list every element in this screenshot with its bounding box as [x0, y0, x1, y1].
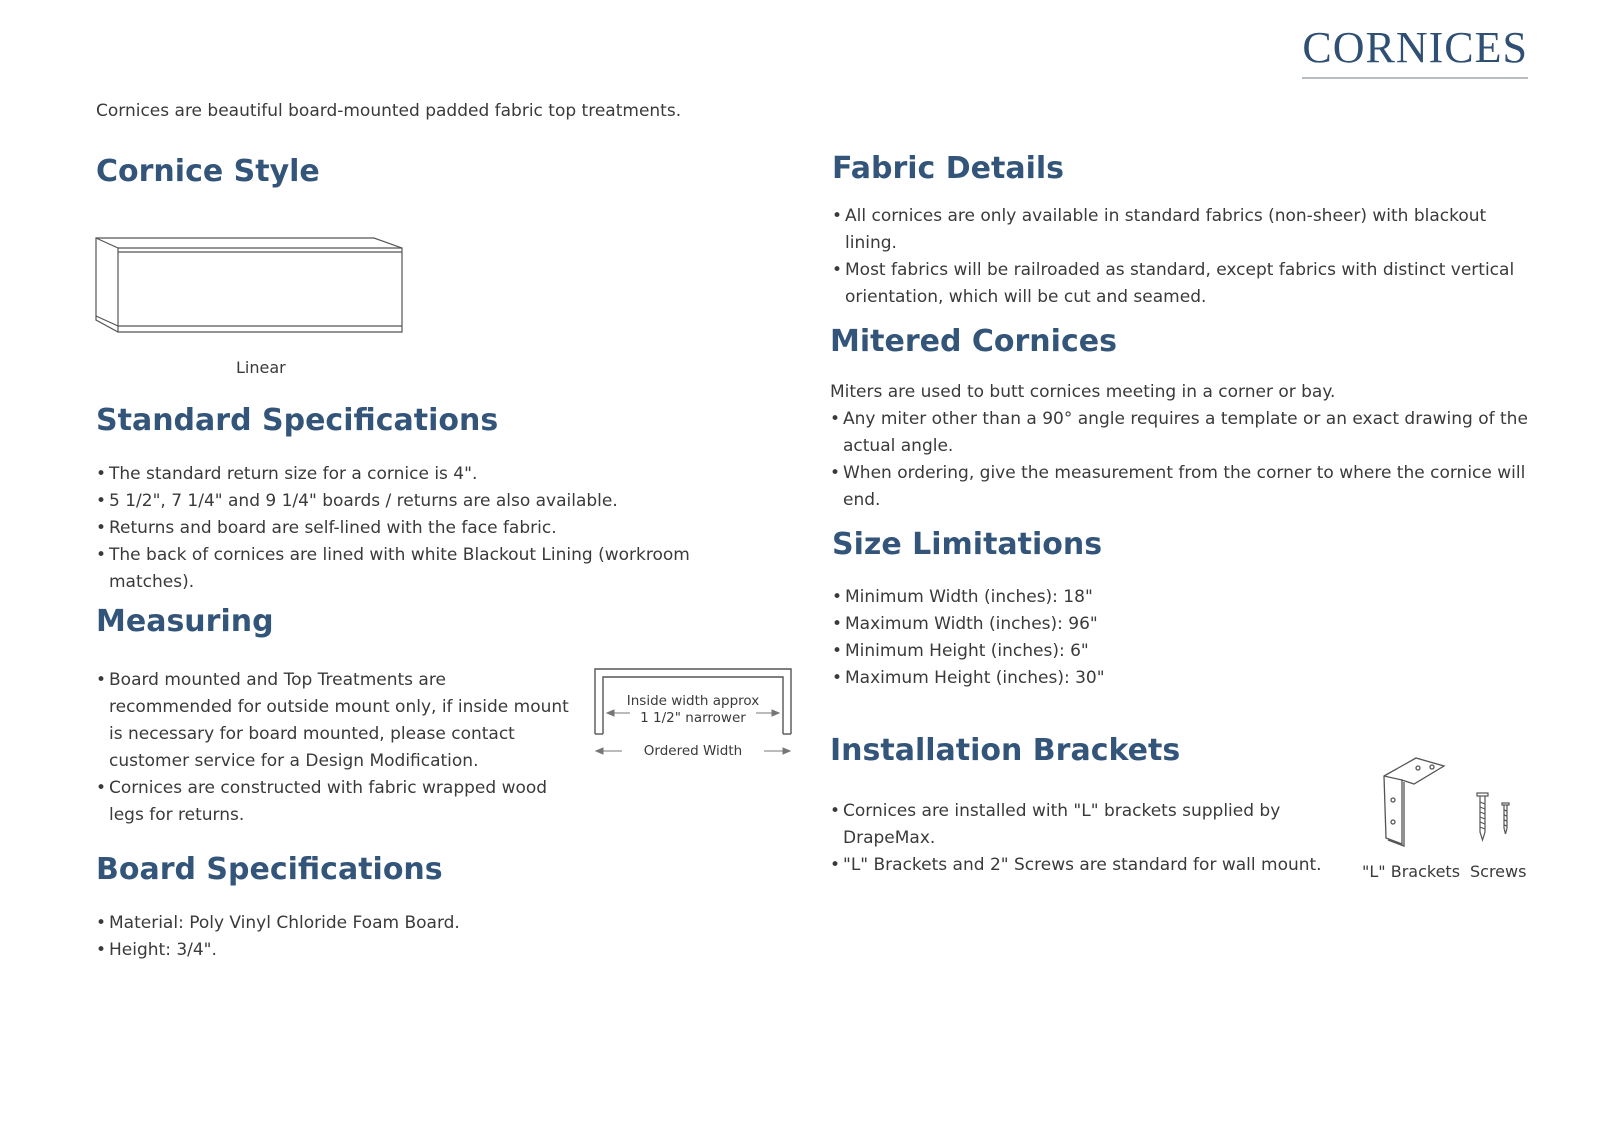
- heading-fabric-details: Fabric Details: [832, 151, 1065, 186]
- list-item: • 5 1/2", 7 1/4" and 9 1/4" boards / returns are also available.: [96, 488, 776, 515]
- fabric-details-list: [832, 203, 1522, 311]
- list-item: • When ordering, give the measurement from the corner to where the cornice will end.: [830, 460, 1550, 514]
- l-bracket-icon: [1382, 756, 1448, 848]
- list-item: • Maximum Width (inches): 96": [832, 611, 1332, 638]
- list-item: • Height: 3/4".: [96, 937, 696, 964]
- list-item: • Returns and board are self-lined with the face fabric.: [96, 515, 776, 542]
- width-diagram: [594, 668, 792, 764]
- list-item: • Maximum Height (inches): 30": [832, 665, 1332, 692]
- screws-icon: [1476, 792, 1512, 842]
- inside-width-label: Inside width approx: [626, 693, 760, 709]
- heading-cornice-style: Cornice Style: [96, 154, 320, 189]
- list-item: • Cornices are installed with "L" brackets supplied by DrapeMax.: [830, 798, 1360, 852]
- screws-caption: Screws: [1470, 862, 1527, 881]
- inside-width-narrower-label: 1 1/2" narrower: [640, 710, 746, 726]
- intro-text: Cornices are beautiful board-mounted padded fabric top treatments.: [96, 101, 682, 121]
- heading-measuring: Measuring: [96, 604, 274, 639]
- list-item: • All cornices are only available in standard fabrics (non-sheer) with blackout lining.: [832, 203, 1522, 257]
- list-item: • The back of cornices are lined with white Blackout Lining (workroom matches).: [96, 542, 776, 596]
- l-brackets-caption: "L" Brackets: [1362, 862, 1461, 881]
- standard-specs-list: [96, 461, 776, 596]
- mitered-list: [830, 406, 1550, 514]
- list-item: • Most fabrics will be railroaded as standard, except fabrics with distinct vertical orientation, which will be cut and seamed.: [832, 257, 1522, 311]
- ordered-width-label: Ordered Width: [643, 743, 743, 759]
- heading-standard-specifications: Standard Specifications: [96, 403, 499, 438]
- heading-board-specifications: Board Specifications: [96, 852, 443, 887]
- board-specs-list: [96, 910, 696, 964]
- list-item: • Minimum Width (inches): 18": [832, 584, 1332, 611]
- mitered-intro: Miters are used to butt cornices meeting in a corner or bay.: [830, 382, 1336, 402]
- list-item: • Any miter other than a 90° angle requires a template or an exact drawing of the actual angle.: [830, 406, 1550, 460]
- list-item: • Material: Poly Vinyl Chloride Foam Board.: [96, 910, 696, 937]
- list-item: • Cornices are constructed with fabric wrapped wood legs for returns.: [96, 775, 570, 829]
- list-item: • "L" Brackets and 2" Screws are standard for wall mount.: [830, 852, 1360, 879]
- linear-cornice-illustration: [94, 236, 404, 336]
- measuring-list: [96, 667, 570, 829]
- heading-installation-brackets: Installation Brackets: [830, 733, 1181, 768]
- heading-mitered-cornices: Mitered Cornices: [830, 324, 1117, 359]
- installation-brackets-list: [830, 798, 1360, 879]
- cornice-style-caption: Linear: [236, 358, 286, 377]
- brand-title: CORNICES: [1302, 22, 1528, 79]
- list-item: • The standard return size for a cornice is 4".: [96, 461, 776, 488]
- heading-size-limitations: Size Limitations: [832, 527, 1103, 562]
- list-item: • Board mounted and Top Treatments are recommended for outside mount only, if inside mount is necessary for board mounted, please contact customer service for a Design Modification.: [96, 667, 570, 775]
- list-item: • Minimum Height (inches): 6": [832, 638, 1332, 665]
- size-limitations-list: [832, 584, 1332, 692]
